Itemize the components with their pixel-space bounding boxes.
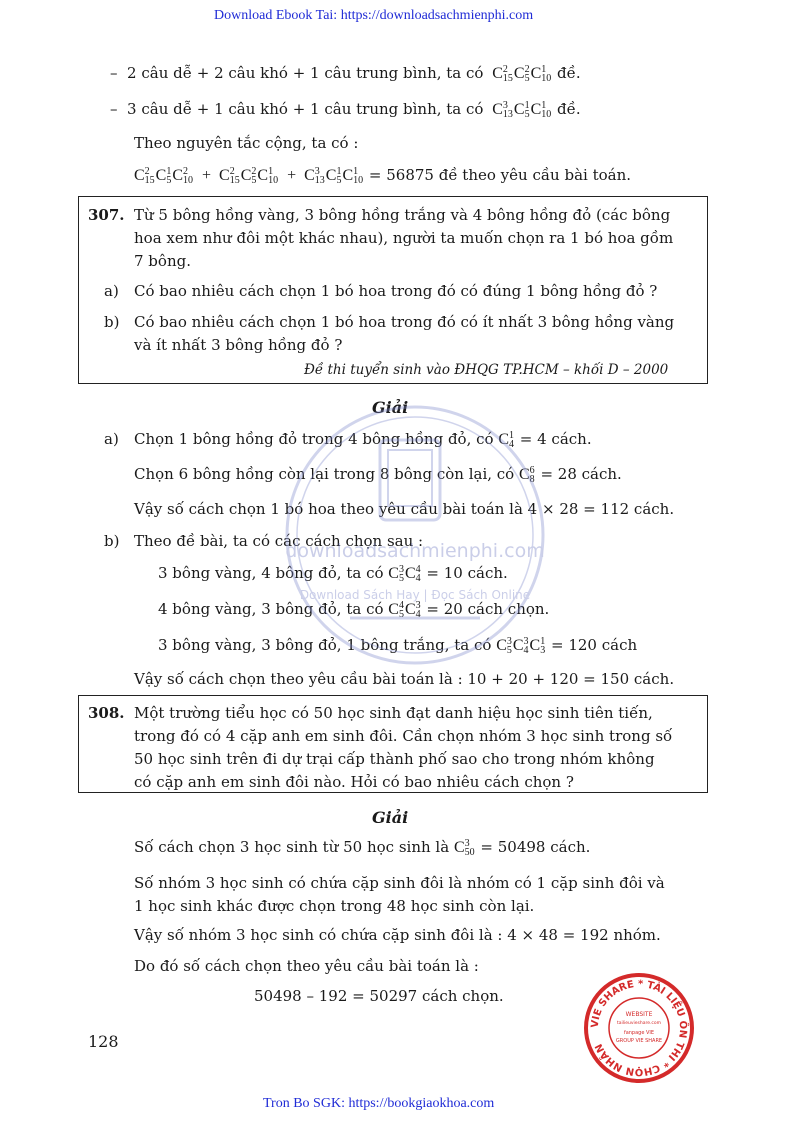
problem-307-text-2: hoa xem như đôi một khác nhau), người ta muốn chọn ra 1 bó hoa gồm — [134, 229, 674, 247]
solution-307-b3-result: = 20 cách chọn. — [426, 600, 550, 618]
solution-307-a2-result: = 28 cách. — [540, 465, 622, 483]
solution-308-title: Giải — [372, 808, 409, 827]
solution-307-a-line-2: Chọn 6 bông hồng còn lại trong 8 bông còn lại, có C 6 8 = 28 cách. — [134, 465, 622, 486]
solution-308-line-3: 1 học sinh khác được chọn trong 48 học sinh còn lại. — [134, 897, 535, 915]
solution-308-line-5: Do đó số cách chọn theo yêu cầu bài toán là : — [134, 957, 479, 975]
svg-text:VIE SHARE * TÀI LIỆU ÔN THI *: VIE SHARE * TÀI LIỆU ÔN THI * CHỌN NHÂN — [589, 978, 689, 1078]
problem-307-text-3: 7 bông. — [134, 252, 191, 270]
problem-308-text-3: 50 học sinh trên đi dự trại cấp thành phố sao cho trong nhóm không — [134, 750, 655, 768]
problem-307-text-1: Từ 5 bông hồng vàng, 3 bông hồng trắng và 4 bông hồng đỏ (các bông — [134, 206, 671, 224]
solution-307-b-label: b) — [104, 532, 120, 550]
svg-text:tailieuvieshare.com: tailieuvieshare.com — [616, 1021, 662, 1026]
solution-307-b-line-1: Theo đề bài, ta có các cách chọn sau : — [134, 532, 424, 550]
header-download-link[interactable]: Download Ebook Tai: https://downloadsachmienphi.com — [214, 8, 534, 23]
solution-308-line-2: Số nhóm 3 học sinh có chứa cặp sinh đôi là nhóm có 1 cặp sinh đôi và — [134, 874, 665, 892]
svg-text:GROUP VIE SHARE: GROUP VIE SHARE — [615, 1038, 663, 1044]
solution-307-a2-text: Chọn 6 bông hồng còn lại trong 8 bông còn lại, có — [134, 465, 515, 483]
solution-307-title: Giải — [372, 398, 409, 417]
solution-308-line-4: Vậy số nhóm 3 học sinh có chứa cặp sinh đôi là : 4 × 48 = 192 nhóm. — [134, 926, 661, 944]
stamp-seal-icon — [583, 972, 695, 1084]
problem-308-text-2: trong đó có 4 cặp anh em sinh đôi. Cần chọn nhóm 3 học sinh trong số — [134, 727, 673, 745]
intro-line-2: – 3 câu dễ + 1 câu khó + 1 câu trung bình, ta có C 3 13 C 1 5 C 1 10 đề. — [110, 100, 581, 121]
solution-308-line-6: 50498 – 192 = 50297 cách chọn. — [254, 987, 504, 1005]
solution-307-b-line-4: 3 bông vàng, 3 bông đỏ, 1 bông trắng, ta có C 3 5 C 3 4 C 1 3 = 120 cách — [158, 636, 638, 657]
problem-307-a-label: a) — [104, 282, 119, 300]
vie-share-stamp — [583, 972, 695, 1084]
problem-307-b-label: b) — [104, 313, 120, 331]
intro-line-2-formula: C 3 13 C 1 5 C 1 10 — [488, 100, 552, 121]
page-number: 128 — [88, 1032, 119, 1051]
problem-307-a-text: Có bao nhiêu cách chọn 1 bó hoa trong đó có đúng 1 bông hồng đỏ ? — [134, 282, 658, 300]
footer-sgk-link[interactable]: Tron Bo SGK: https://bookgiaokhoa.com — [263, 1096, 495, 1111]
watermark-site: downloadsachmienphi.com — [285, 540, 545, 562]
intro-line-1: – 2 câu dễ + 2 câu khó + 1 câu trung bình, ta có C 2 15 C 2 5 C 1 10 đề. — [110, 64, 581, 85]
intro-line-1-end: đề. — [557, 64, 581, 82]
problem-307-b-text-1: Có bao nhiêu cách chọn 1 bó hoa trong đó có ít nhất 3 bông hồng vàng — [134, 313, 675, 331]
solution-307-b-line-3: 4 bông vàng, 3 bông đỏ, ta có C 4 5 C 3 4 = 20 cách chọn. — [158, 600, 550, 621]
problem-308-text-4: có cặp anh em sinh đôi nào. Hỏi có bao nhiêu cách chọn ? — [134, 773, 574, 791]
solution-307-b-line-5: Vậy số cách chọn theo yêu cầu bài toán là : 10 + 20 + 120 = 150 cách. — [134, 670, 675, 688]
solution-307-b4-result: = 120 cách — [551, 636, 638, 654]
solution-308-line-1: Số cách chọn 3 học sinh từ 50 học sinh là C 3 50 = 50498 cách. — [134, 838, 591, 859]
watermark-ring-icon — [280, 400, 550, 670]
watermark-tagline: Download Sách Hay | Đọc Sách Online — [299, 588, 531, 602]
problem-308-number: 308. — [88, 704, 125, 722]
intro-line-1-text: 2 câu dễ + 2 câu khó + 1 câu trung bình, ta có — [127, 64, 484, 82]
solution-307-b-line-2: 3 bông vàng, 4 bông đỏ, ta có C 3 5 C 4 4 = 10 cách. — [158, 564, 508, 585]
intro-sum: C 2 15 C 1 5 C 2 10 + C 2 15 C 2 5 C 1 10 + C 3 13 C 1 5 C 1 10 = 56875 đề theo yêu cầu bài toán. — [134, 166, 632, 187]
solution-307-b3-text: 4 bông vàng, 3 bông đỏ, ta có — [158, 600, 384, 618]
intro-line-2-end: đề. — [557, 100, 581, 118]
intro-rule: Theo nguyên tắc cộng, ta có : — [134, 134, 359, 152]
solution-307-a-line-3: Vậy số cách chọn 1 bó hoa theo yêu cầu bài toán là 4 × 28 = 112 cách. — [134, 500, 675, 518]
problem-307-number: 307. — [88, 206, 125, 224]
intro-line-1-formula: C 2 15 C 2 5 C 1 10 — [488, 64, 552, 85]
solution-308-l1-text: Số cách chọn 3 học sinh từ 50 học sinh là — [134, 838, 450, 856]
solution-307-b4-text: 3 bông vàng, 3 bông đỏ, 1 bông trắng, ta có — [158, 636, 492, 654]
solution-308-l1-result: = 50498 cách. — [480, 838, 591, 856]
problem-307-source: Đề thi tuyển sinh vào ĐHQG TP.HCM – khối D – 2000 — [304, 362, 669, 378]
intro-sum-result: = 56875 đề theo yêu cầu bài toán. — [368, 166, 632, 184]
solution-307-a-line-1: Chọn 1 bông hồng đỏ trong 4 bông hồng đỏ, có C 1 4 = 4 cách. — [134, 430, 592, 451]
svg-text:fanpage VIE: fanpage VIE — [623, 1030, 655, 1036]
problem-307-b-text-2: và ít nhất 3 bông hồng đỏ ? — [134, 336, 343, 354]
solution-307-a1-result: = 4 cách. — [519, 430, 592, 448]
problem-308-text-1: Một trường tiểu học có 50 học sinh đạt danh hiệu học sinh tiên tiến, — [134, 704, 653, 722]
svg-text:WEBSITE: WEBSITE — [625, 1011, 653, 1018]
solution-307-b2-result: = 10 cách. — [426, 564, 508, 582]
solution-307-a1-text: Chọn 1 bông hồng đỏ trong 4 bông hồng đỏ, có — [134, 430, 494, 448]
intro-line-2-text: 3 câu dễ + 1 câu khó + 1 câu trung bình, ta có — [127, 100, 484, 118]
solution-307-b2-text: 3 bông vàng, 4 bông đỏ, ta có — [158, 564, 384, 582]
solution-307-a-label: a) — [104, 430, 119, 448]
watermark — [280, 400, 550, 670]
